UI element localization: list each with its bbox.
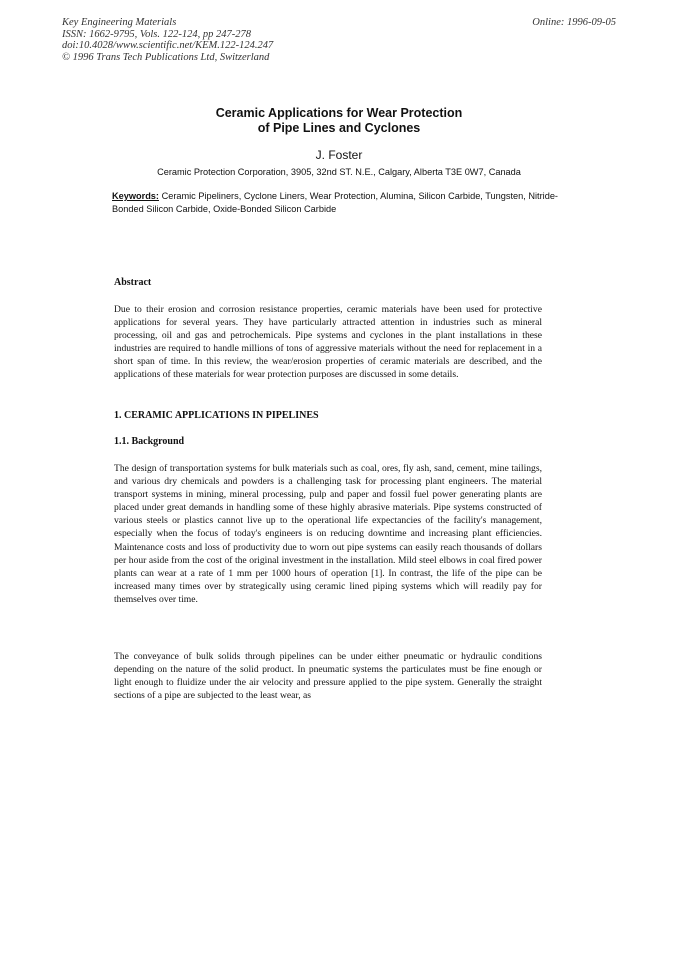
section-1-heading: 1. CERAMIC APPLICATIONS IN PIPELINES <box>114 410 319 421</box>
background-paragraph-2: The conveyance of bulk solids through pipelines can be under either pneumatic or hydraulic conditions depending on the nature of the solid product. In pneumatic systems the particulates must be fine enough or light enough to fluidize under the air velocity and pressure applied to the pipe system. Generally the straight sections of a pipe are subjected to the least wear, as <box>114 651 542 702</box>
author-affiliation: Ceramic Protection Corporation, 3905, 32nd ST. N.E., Calgary, Alberta T3E 0W7, Canada <box>157 167 521 177</box>
background-paragraph-1: The design of transportation systems for bulk materials such as coal, ores, fly ash, sand, cement, mine tailings, and various dry chemicals and powders is a challenging task for processing plant engineers. The material transport systems in mining, mineral processing, pulp and paper and fossil fuel power generating plants are placed under great demands in handling some of these highly abrasive materials. Pipe systems constructed of various steels or plastics cannot live up to the operational life expectancies of the facility's management, especially when the focus of today's engineers is on reducing downtime and increasing plant efficiencies. Maintenance costs and loss of productivity due to worn out pipe systems can easily reach thousands of dollars per hour aside from the cost of the original investment in the installation. Mild steel elbows in coal fired power plants can wear at a rate of 1 mm per 1000 hours of operation [1]. In contrast, the life of the pipe can be increased many times over by strategically using ceramic lined piping systems which will readily pay for themselves over time. <box>114 463 542 605</box>
online-date: Online: 1996-09-05 <box>532 17 616 28</box>
journal-doi: doi:10.4028/www.scientific.net/KEM.122-124.247 <box>62 40 274 51</box>
paper-title <box>0 106 678 136</box>
abstract-heading: Abstract <box>114 277 152 288</box>
keywords <box>112 190 558 216</box>
journal-issn: ISSN: 1662-9795, Vols. 122-124, pp 247-278 <box>62 28 251 40</box>
keywords-label: Keywords: <box>112 191 159 201</box>
author-name: J. Foster <box>315 148 363 162</box>
section-1-1-heading: 1.1. Background <box>114 436 185 447</box>
title-line-2: of Pipe Lines and Cyclones <box>257 121 421 135</box>
journal-name: Key Engineering Materials <box>62 17 177 28</box>
title-line-1: Ceramic Applications for Wear Protection <box>215 106 463 120</box>
keywords-list: Ceramic Pipeliners, Cyclone Liners, Wear Protection, Alumina, Silicon Carbide, Tungsten, Nitride-Bonded Silicon Carbide, Oxide-Bonded Silicon Carbide <box>112 191 558 214</box>
journal-info <box>62 17 382 63</box>
abstract-text: Due to their erosion and corrosion resistance properties, ceramic materials have been used for protective applications for several years. They have particularly attracted attention in industries such as mineral processing, oil and gas and petrochemicals. Pipe systems and cyclones in the plant installations in these industries are required to handle millions of tons of aggressive materials without the need for replacement in a short span of time. In this review, the wear/erosion properties of ceramic materials are described, and the applications of these materials for wear protection purposes are discussed in some details. <box>114 304 542 381</box>
journal-copyright: © 1996 Trans Tech Publications Ltd, Switzerland <box>62 51 270 63</box>
